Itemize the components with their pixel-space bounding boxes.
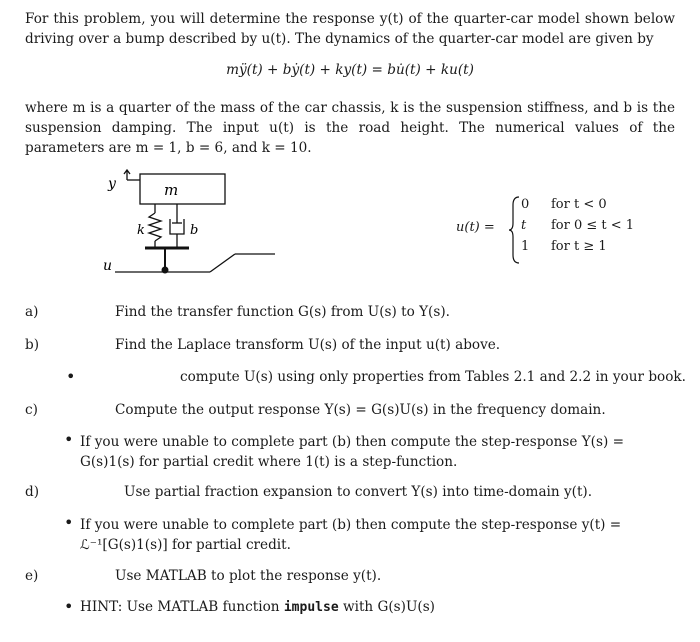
part-e-label: e) [25, 568, 39, 584]
piecewise-row [521, 194, 644, 215]
part-b-hint: compute U(s) using only properties from Tables 2.1 and 2.2 in your book. [180, 369, 686, 385]
bullet-icon: • [64, 430, 74, 449]
parameters-paragraph: where m is a quarter of the mass of the car chassis, k is the suspension stiffness, and b is the suspension damping. The input u(t) is the road height. The numerical values of the parameters are m = 1, b = 6, and k = 10. [25, 100, 675, 156]
y-label: y [108, 176, 116, 192]
dynamics-equation: mÿ(t) + bẏ(t) + ky(t) = bu̇(t) + ku(t) [226, 62, 474, 78]
hint-prefix: HINT: Use MATLAB function [80, 599, 280, 615]
damper-b-label: b [190, 223, 199, 238]
piecewise-condition: for t < 0 [551, 197, 607, 212]
piecewise-value: t [521, 218, 527, 233]
mass-block [140, 174, 225, 204]
road-contact-point [162, 267, 169, 274]
part-e-hint [80, 599, 435, 615]
intro-paragraph: For this problem, you will determine the response y(t) of the quarter-car model shown below driving over a bump described by u(t). The dynamics of the quarter-car model are given by [25, 11, 675, 47]
bullet-icon: • [64, 597, 74, 616]
piecewise-value: 0 [521, 197, 530, 212]
matlab-function-name: impulse [283, 600, 339, 615]
piecewise-row [521, 215, 644, 236]
input-u-label: u [103, 258, 113, 274]
part-e-text: Use MATLAB to plot the response y(t). [115, 568, 382, 584]
part-d-text: Use partial fraction expansion to convert Y(s) into time-domain y(t). [124, 484, 593, 500]
piecewise-value: 1 [521, 239, 530, 254]
spring-zigzag [149, 213, 161, 241]
part-c-label: c) [25, 402, 38, 418]
hint-suffix: with G(s)U(s) [342, 599, 435, 615]
spring-k-label: k [137, 223, 145, 238]
part-a-text: Find the transfer function G(s) from U(s) to Y(s). [115, 304, 450, 320]
part-c-text: Compute the output response Y(s) = G(s)U(s) in the frequency domain. [115, 402, 606, 418]
part-d-label: d) [25, 484, 40, 500]
piecewise-condition: for t ≥ 1 [551, 239, 607, 254]
piecewise-brace [509, 195, 521, 265]
piecewise-row [521, 236, 644, 257]
mass-label: m [164, 181, 179, 199]
piecewise-cases [521, 194, 644, 257]
part-a-label: a) [25, 304, 39, 320]
part-b-text: Find the Laplace transform U(s) of the input u(t) above. [115, 337, 501, 353]
bullet-icon: • [66, 367, 76, 386]
quarter-car-diagram [95, 168, 275, 283]
road-ramp [210, 254, 235, 272]
part-b-label: b) [25, 337, 40, 353]
bullet-icon: • [64, 513, 74, 532]
piecewise-condition: for 0 ≤ t < 1 [551, 218, 635, 233]
piecewise-lhs: u(t) = [456, 220, 495, 235]
part-c-hint: If you were unable to complete part (b) then compute the step-response Y(s) = G(s)1(s) for partial credit where 1(t) is a step-function. [80, 434, 624, 470]
part-d-hint: If you were unable to complete part (b) then compute the step-response y(t) = ℒ⁻¹[G(s)1(s)] for partial credit. [80, 517, 622, 553]
